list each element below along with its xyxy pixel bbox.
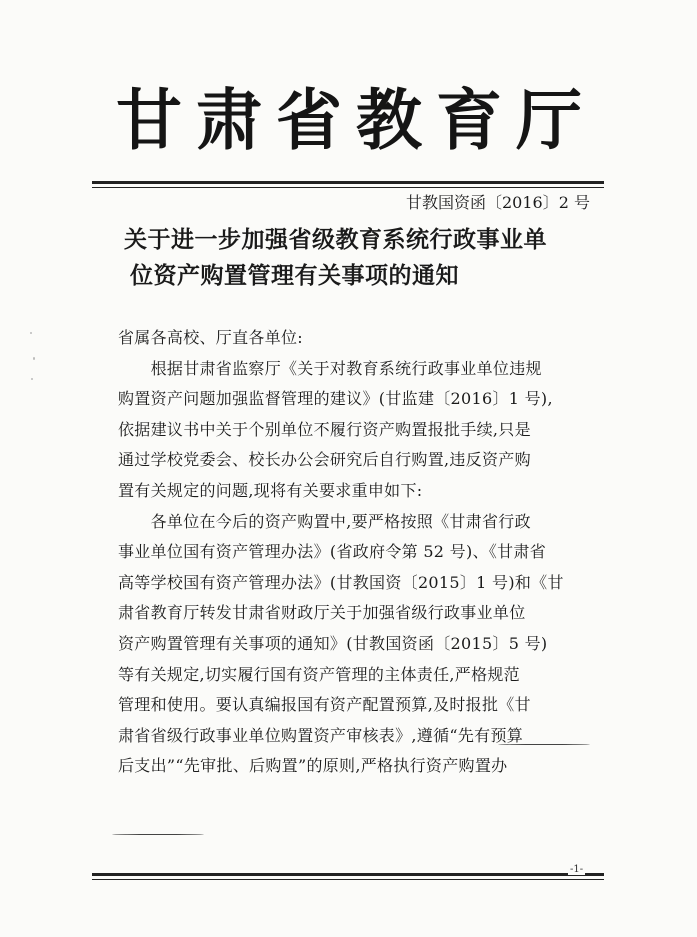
- body-line: 肃省教育厅转发甘肃省财政厅关于加强省级行政事业单位: [118, 603, 526, 623]
- document-body: [118, 323, 602, 782]
- scan-speck: [33, 357, 35, 360]
- header-rule-thin: [92, 187, 604, 188]
- document-title-line: 位资产购置管理有关事项的通知: [130, 262, 459, 289]
- body-line: 资产购置管理有关事项的通知》(甘教国资函〔2015〕5 号): [118, 633, 548, 653]
- body-line: 各单位在今后的资产购置中,要严格按照《甘肃省行政: [118, 511, 531, 531]
- scan-speck: [30, 332, 32, 334]
- letterhead-title: 甘肃省教育厅: [116, 81, 596, 159]
- body-line: 事业单位国有资产管理办法》(省政府令第 52 号)、《甘肃省: [118, 542, 547, 562]
- body-line: 购置资产问题加强监督管理的建议》(甘监建〔2016〕1 号),: [118, 389, 553, 409]
- header-rule-thick: [92, 181, 604, 184]
- body-line: 等有关规定,切实履行国有资产管理的主体责任,严格规范: [118, 664, 520, 684]
- body-line: 置有关规定的问题,现将有关要求重申如下:: [118, 480, 423, 500]
- document-title-line: 关于进一步加强省级教育系统行政事业单: [124, 226, 547, 253]
- document-title: [124, 222, 604, 294]
- scan-speck: [31, 378, 33, 380]
- salutation: 省属各高校、厅直各单位:: [118, 328, 303, 347]
- body-line: 肃省省级行政事业单位购置资产审核表》,遵循“先有预算: [118, 725, 524, 745]
- handwritten-underline: [498, 744, 590, 745]
- document-number: 甘教国资函〔2016〕2 号: [406, 193, 590, 212]
- body-line: 后支出”“先审批、后购置”的原则,严格执行资产购置办: [118, 756, 508, 776]
- body-line: 管理和使用。要认真编报国有资产配置预算,及时报批《甘: [118, 695, 531, 715]
- page-number: -1-: [570, 864, 584, 875]
- handwritten-underline: [112, 834, 204, 835]
- body-line: 高等学校国有资产管理办法》(甘教国资〔2015〕1 号)和《甘: [118, 572, 564, 592]
- body-line: 根据甘肃省监察厅《关于对教育系统行政事业单位违规: [118, 358, 542, 378]
- footer-rule-thin: [92, 879, 604, 880]
- body-line: 通过学校党委会、校长办公会研究后自行购置,违反资产购: [118, 450, 531, 470]
- body-line: 依据建议书中关于个别单位不履行资产购置报批手续,只是: [118, 419, 531, 439]
- footer-rule-thick: [92, 873, 604, 876]
